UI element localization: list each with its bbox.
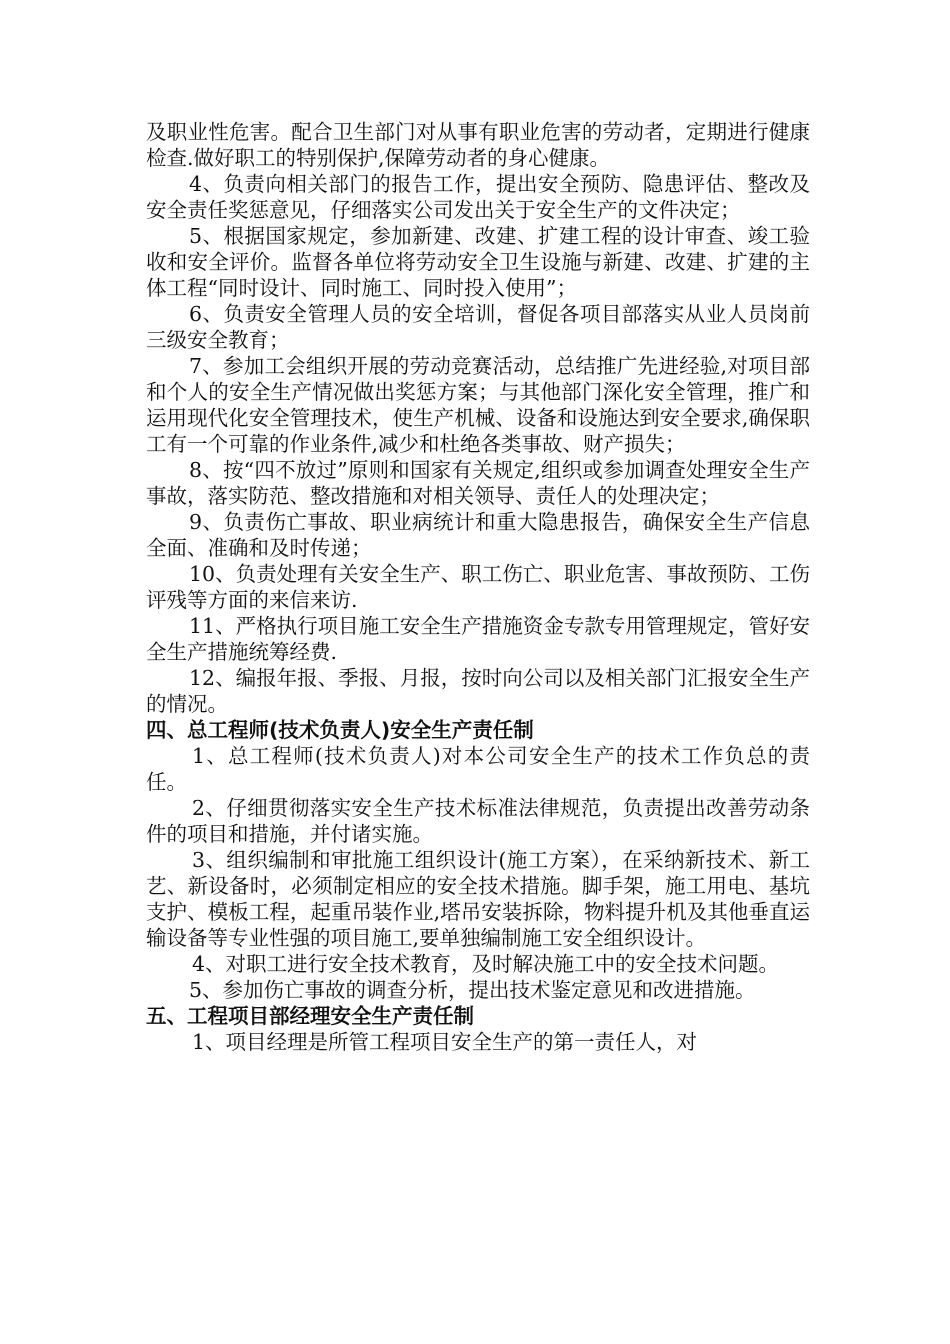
paragraph-item-8: 8、按“四不放过”原则和国家有关规定,组织或参加调查处理安全生产事故，落实防范、整改措施和对相关领导、责任人的处理决定； <box>146 458 810 508</box>
paragraph-item-7: 7、参加工会组织开展的劳动竞赛活动，总结推广先进经验,对项目部和个人的安全生产情况做出奖惩方案；与其他部门深化安全管理，推广和运用现代化安全管理技术，使生产机械、设备和设施达到安全要求,确保职工有一个可靠的作业条件,减少和杜绝各类事故、财产损失； <box>146 354 810 456</box>
paragraph-item-12: 12、编报年报、季报、月报，按时向公司以及相关部门汇报安全生产的情况。 <box>146 666 810 716</box>
paragraph-occupational-hazards: 及职业性危害。配合卫生部门对从事有职业危害的劳动者，定期进行健康检查.做好职工的特别保护,保障劳动者的身心健康。 <box>146 120 810 170</box>
paragraph-item-6: 6、负责安全管理人员的安全培训，督促各项目部落实从业人员岗前三级安全教育； <box>146 302 810 352</box>
paragraph-item-10: 10、负责处理有关安全生产、职工伤亡、职业危害、事故预防、工伤评残等方面的来信来访. <box>146 562 810 612</box>
paragraph-engineer-item-4: 4、对职工进行安全技术教育，及时解决施工中的安全技术问题。 <box>192 952 780 976</box>
paragraph-item-4: 4、负责向相关部门的报告工作，提出安全预防、隐患评估、整改及安全责任奖惩意见，仔细落实公司发出关于安全生产的文件决定； <box>146 172 810 222</box>
paragraph-engineer-item-5: 5、参加伤亡事故的调查分析，提出技术鉴定意见和改进措施。 <box>189 978 756 1002</box>
paragraph-engineer-item-2: 2、仔细贯彻落实安全生产技术标准法律规范，负责提出改善劳动条件的项目和措施，并付诸实施。 <box>146 796 810 846</box>
paragraph-engineer-item-3: 3、组织编制和审批施工组织设计(施工方案），在采纳新技术、新工艺、新设备时，必须制定相应的安全技术措施。脚手架，施工用电、基坑支护、模板工程，起重吊装作业,塔吊安装拆除，物料提升机及其他垂直运输设备等专业性强的项目施工,要单独编制施工安全组织设计。 <box>146 848 810 950</box>
section-heading-chief-engineer: 四、总工程师(技术负责人)安全生产责任制 <box>146 718 534 742</box>
section-heading-project-manager: 五、工程项目部经理安全生产责任制 <box>146 1004 474 1028</box>
paragraph-item-5: 5、根据国家规定，参加新建、改建、扩建工程的设计审查、竣工验收和安全评价。监督各单位将劳动安全卫生设施与新建、改建、扩建的主体工程“同时设计、同时施工、同时投入使用”； <box>146 224 810 300</box>
document-body <box>146 119 810 1055</box>
paragraph-item-11: 11、严格执行项目施工安全生产措施资金专款专用管理规定，管好安全生产措施统筹经费. <box>146 614 810 664</box>
paragraph-engineer-item-1: 1、总工程师(技术负责人)对本公司安全生产的技术工作负总的责任。 <box>146 744 810 794</box>
paragraph-manager-item-1: 1、项目经理是所管工程项目安全生产的第一责任人，对 <box>192 1030 698 1054</box>
paragraph-item-9: 9、负责伤亡事故、职业病统计和重大隐患报告，确保安全生产信息全面、准确和及时传递； <box>146 510 810 560</box>
